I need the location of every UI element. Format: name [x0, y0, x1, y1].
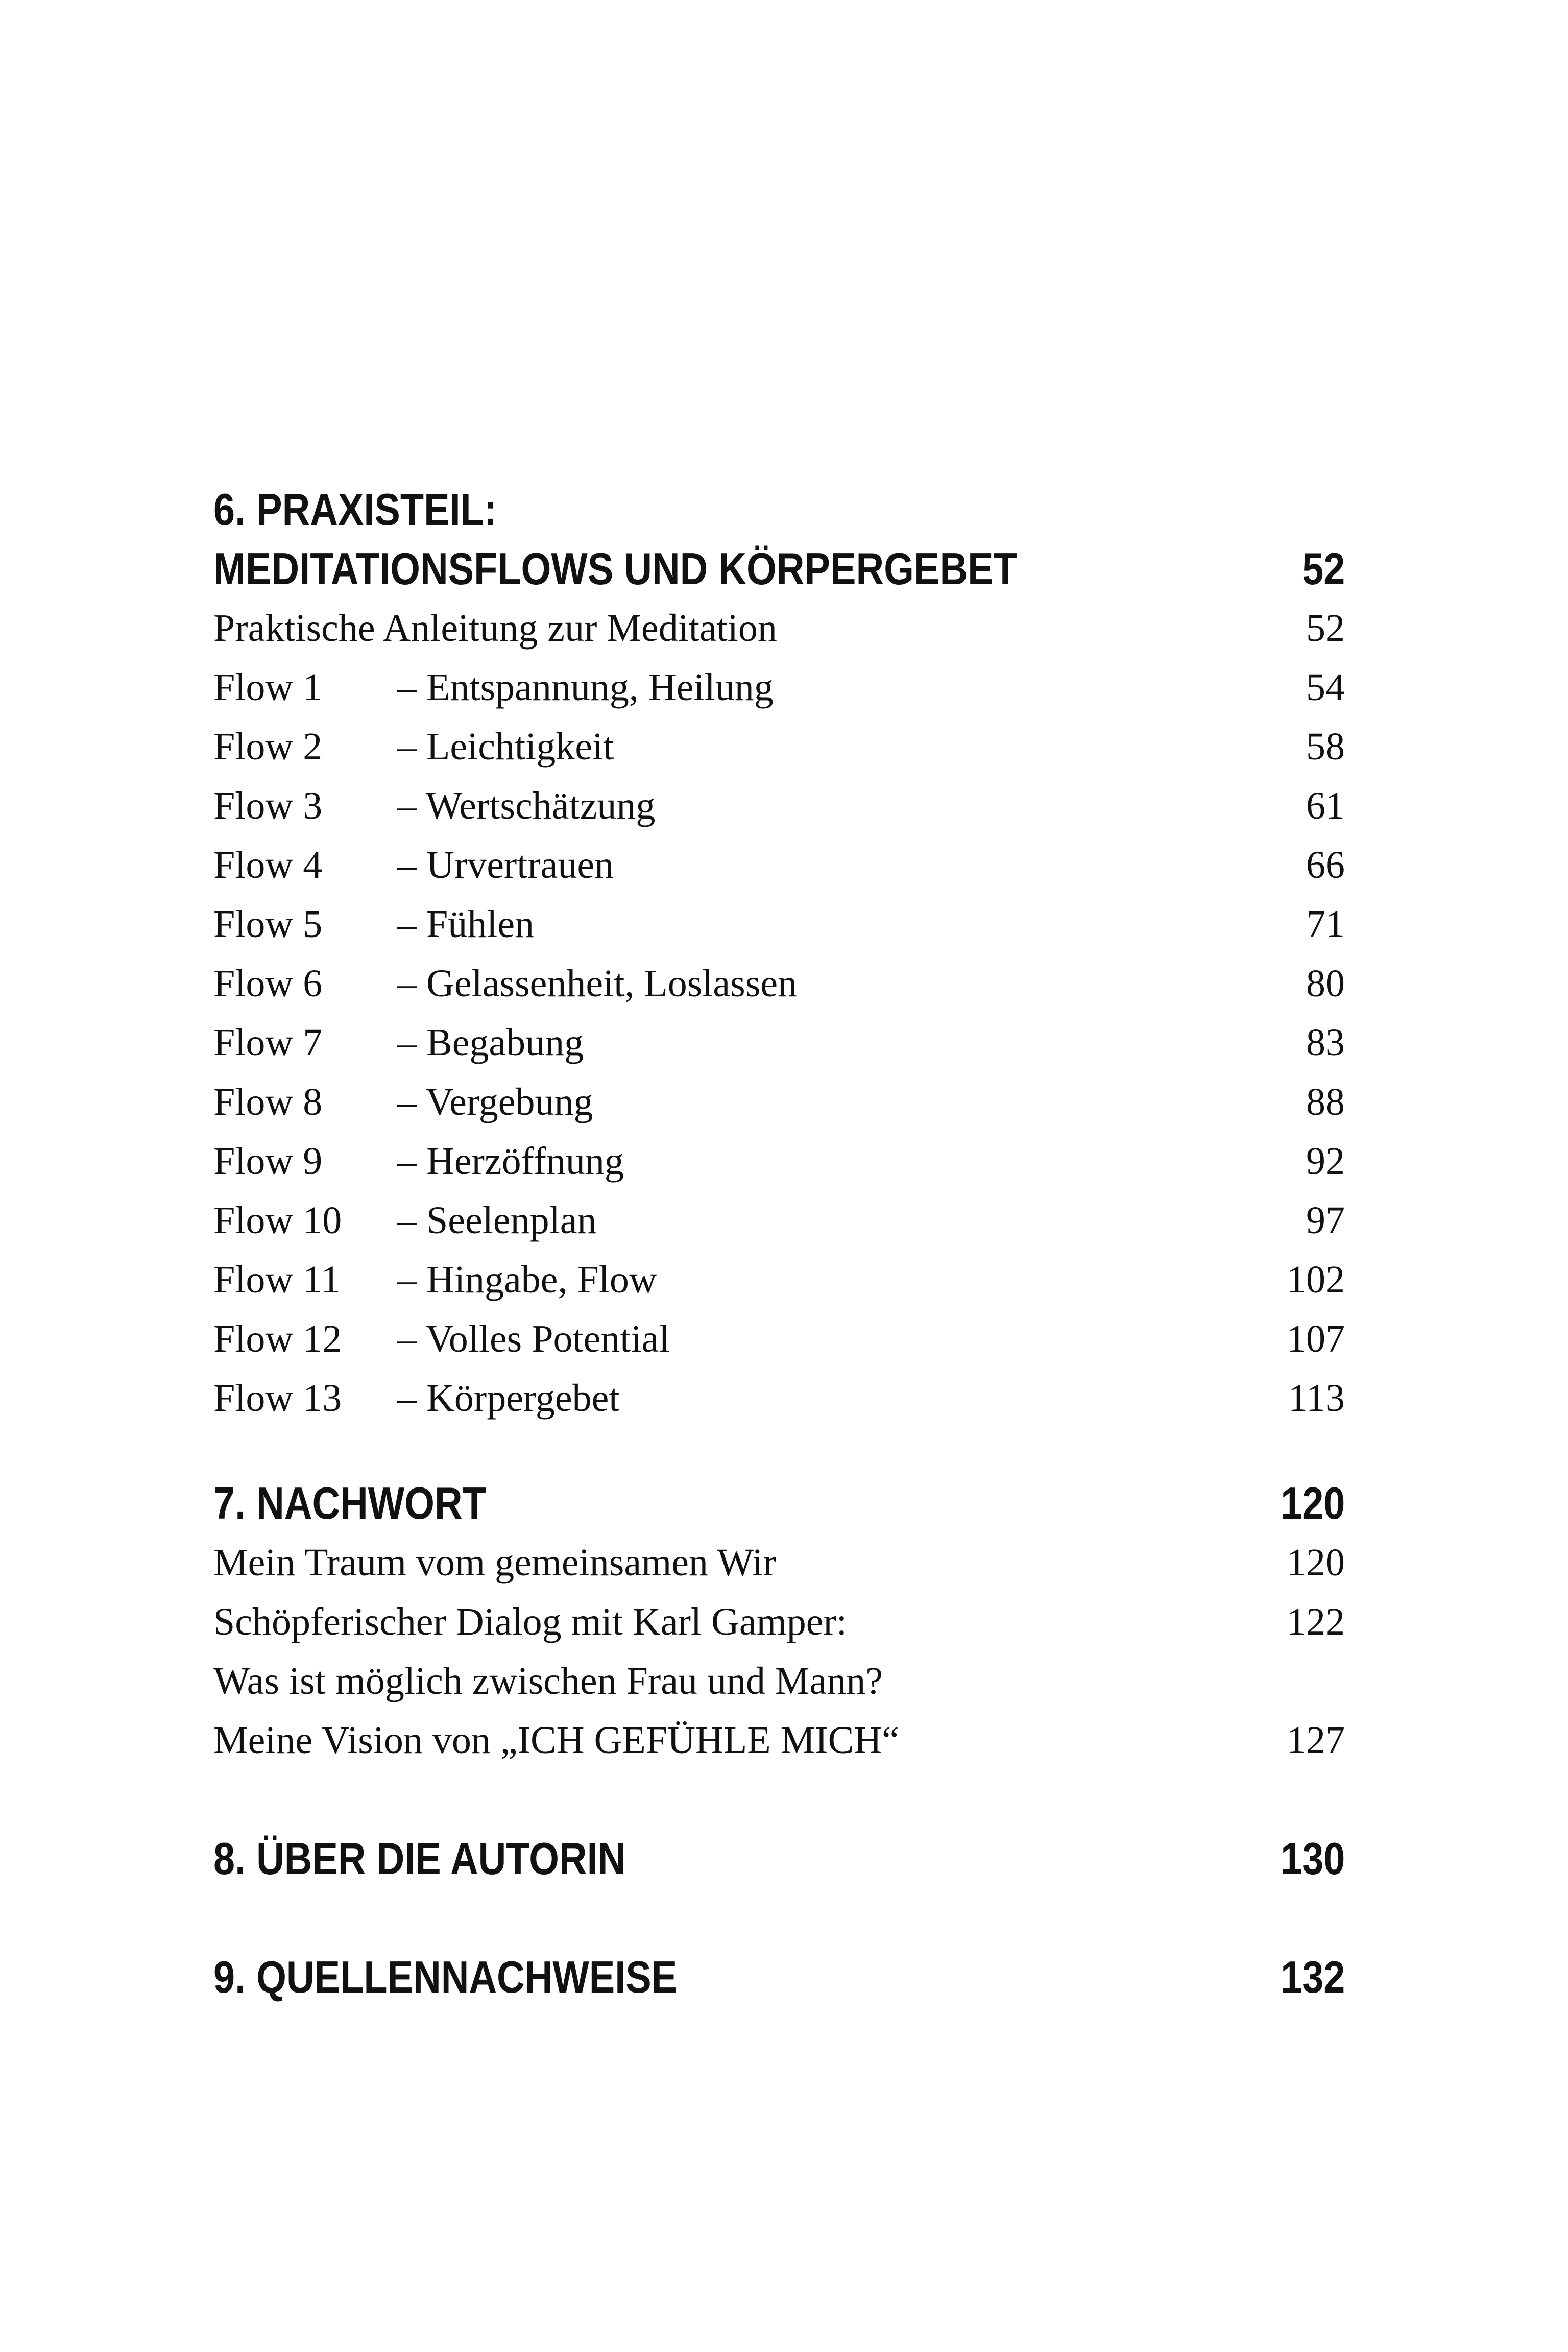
entry-page-number: 61: [1306, 784, 1345, 827]
entry-page-number: 120: [1287, 1541, 1345, 1584]
toc-entry[interactable]: [213, 1191, 1345, 1250]
flow-label: Flow 2: [213, 725, 323, 768]
section-page-number: 120: [1281, 1478, 1345, 1528]
toc-entry[interactable]: [213, 1072, 1345, 1132]
section-heading[interactable]: 6. PRAXISTEIL:: [213, 484, 497, 535]
toc-entry[interactable]: [213, 1711, 1345, 1770]
section-heading: MEDITATIONSFLOWS UND KÖRPERGEBET: [213, 543, 1017, 594]
entry-title: – Entspannung, Heilung: [397, 666, 774, 709]
entry-page-number: 52: [1306, 607, 1345, 650]
flow-label: Flow 8: [213, 1081, 323, 1123]
flow-label: Flow 4: [213, 844, 323, 886]
entry-page-number: 83: [1306, 1021, 1345, 1064]
toc-entry[interactable]: [213, 1250, 1345, 1309]
entry-title: – Körpergebet: [397, 1377, 620, 1420]
entry-page-number: 102: [1287, 1258, 1345, 1301]
entry-title: – Urvertrauen: [397, 844, 614, 886]
entry-title: – Gelassenheit, Loslassen: [397, 962, 798, 1005]
entry-page-number: 122: [1287, 1600, 1345, 1643]
toc-entry[interactable]: [213, 1592, 1345, 1651]
flow-label: Flow 3: [213, 784, 323, 827]
toc-entry[interactable]: [213, 598, 1345, 658]
table-of-contents: [213, 480, 1345, 2007]
entry-page-number: 97: [1306, 1199, 1345, 1242]
entry-title: – Seelenplan: [397, 1199, 597, 1242]
entry-page-number: 54: [1306, 666, 1345, 709]
entry-page-number: 92: [1306, 1140, 1345, 1183]
flow-label: Flow 10: [213, 1199, 342, 1242]
entry-title: – Herzöffnung: [397, 1140, 624, 1183]
entry-page-number: 107: [1287, 1317, 1345, 1360]
toc-entry[interactable]: [213, 954, 1345, 1013]
toc-entry[interactable]: [213, 1013, 1345, 1072]
toc-entry[interactable]: [213, 1309, 1345, 1369]
toc-entry[interactable]: [213, 1369, 1345, 1428]
toc-entry[interactable]: [213, 1132, 1345, 1191]
entry-title: – Volles Potential: [397, 1317, 670, 1360]
entry-page-number: 80: [1306, 962, 1345, 1005]
toc-entry[interactable]: [213, 1533, 1345, 1592]
entry-page-number: 71: [1306, 903, 1345, 946]
flow-label: Flow 1: [213, 666, 323, 709]
section-heading: 7. NACHWORT: [213, 1478, 486, 1528]
toc-section-praxisteil: [213, 480, 1345, 1428]
entry-title: Praktische Anleitung zur Meditation: [213, 607, 777, 650]
section-page-number: 132: [1281, 1952, 1345, 2002]
section-page-number: 130: [1281, 1833, 1345, 1884]
entry-page-number: 66: [1306, 844, 1345, 886]
section-heading-row[interactable]: [213, 1474, 1345, 1533]
entry-title: – Fühlen: [397, 903, 535, 946]
entry-title: – Begabung: [397, 1021, 584, 1064]
flow-label: Flow 5: [213, 903, 323, 946]
entry-title: Meine Vision von „ICH GEFÜHLE MICH“: [213, 1719, 899, 1762]
flow-label: Flow 9: [213, 1140, 323, 1183]
entry-title: – Wertschätzung: [397, 784, 656, 827]
entry-title: Schöpferischer Dialog mit Karl Gamper:: [213, 1600, 847, 1643]
entry-title: – Hingabe, Flow: [397, 1258, 657, 1301]
flow-label: Flow 13: [213, 1377, 342, 1420]
toc-entry[interactable]: [213, 776, 1345, 835]
section-heading: 9. QUELLENNACHWEISE: [213, 1952, 678, 2002]
entry-title: – Leichtigkeit: [397, 725, 614, 768]
section-heading: 8. ÜBER DIE AUTORIN: [213, 1833, 626, 1884]
toc-section-quellen: [213, 1948, 1345, 2007]
entry-title: – Vergebung: [397, 1081, 593, 1123]
flow-label: Flow 12: [213, 1317, 342, 1360]
toc-entry: [213, 1651, 1345, 1711]
entry-title: Was ist möglich zwischen Frau und Mann?: [213, 1660, 883, 1702]
toc-entry[interactable]: [213, 658, 1345, 717]
entry-page-number: 127: [1287, 1719, 1345, 1762]
toc-entry[interactable]: [213, 717, 1345, 776]
entry-page-number: 58: [1306, 725, 1345, 768]
toc-section-autorin: [213, 1829, 1345, 1888]
entry-title: Mein Traum vom gemeinsamen Wir: [213, 1541, 776, 1584]
flow-label: Flow 11: [213, 1258, 341, 1301]
section-heading-row[interactable]: [213, 1948, 1345, 2007]
toc-entry[interactable]: [213, 895, 1345, 954]
toc-entry[interactable]: [213, 835, 1345, 895]
toc-section-nachwort: [213, 1474, 1345, 1770]
section-heading-row[interactable]: [213, 539, 1345, 598]
entry-page-number: 113: [1288, 1377, 1345, 1420]
flow-label: Flow 6: [213, 962, 323, 1005]
entry-page-number: 88: [1306, 1081, 1345, 1123]
flow-label: Flow 7: [213, 1021, 323, 1064]
section-heading-row[interactable]: [213, 1829, 1345, 1888]
section-page-number: 52: [1302, 543, 1345, 594]
